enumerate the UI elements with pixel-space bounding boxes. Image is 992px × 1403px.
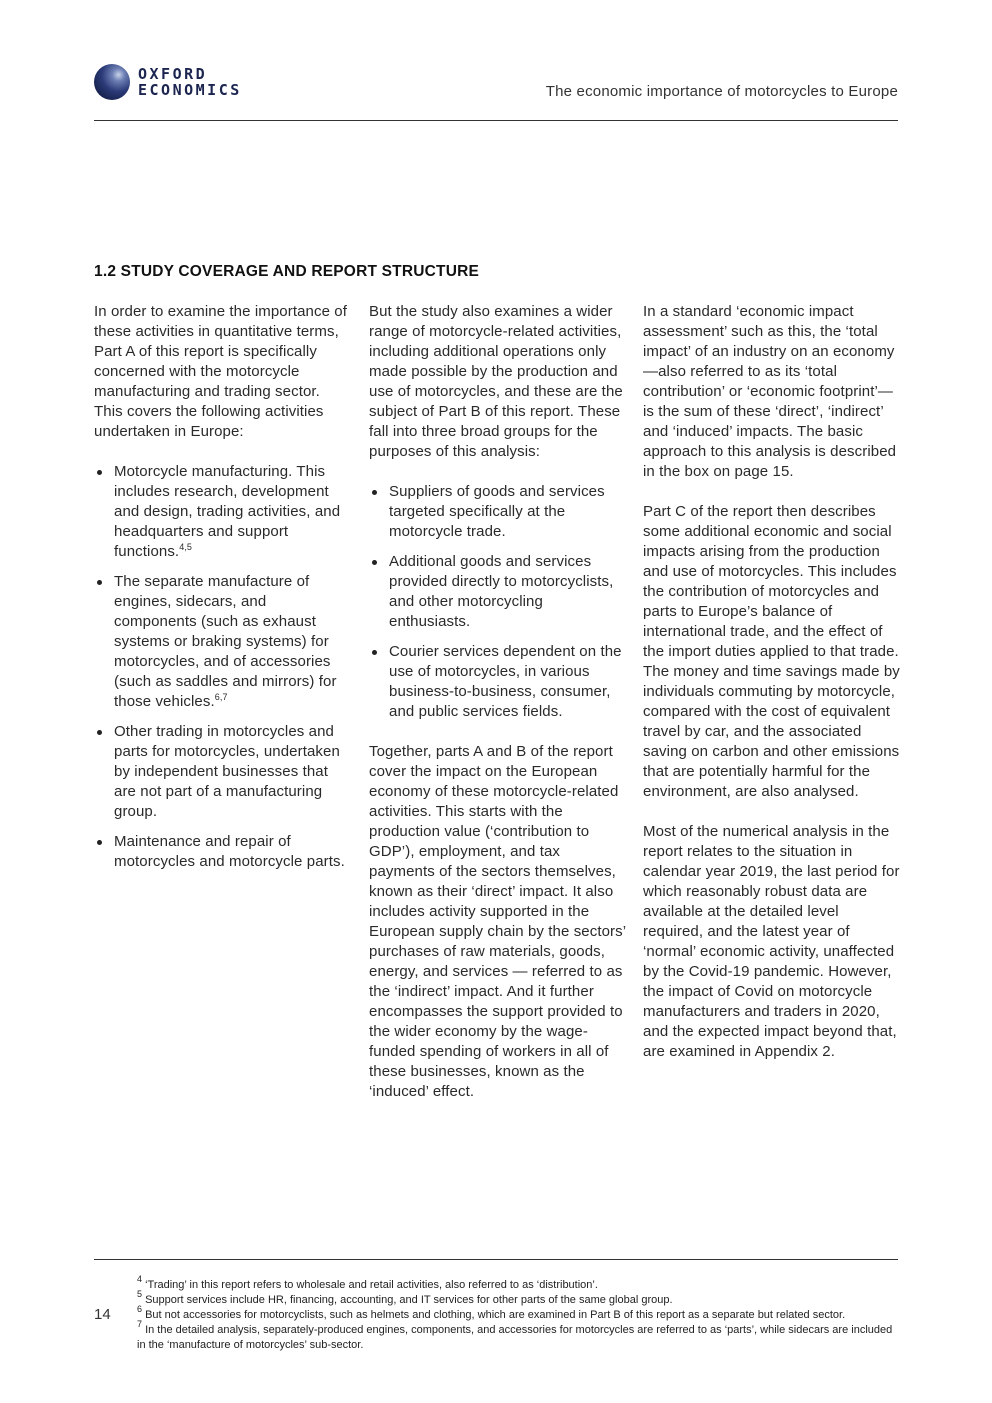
logo-line2: ECONOMICS <box>138 81 242 99</box>
column-2 <box>369 302 627 1122</box>
list-item: Suppliers of goods and services targeted specifically at the motorcycle trade. <box>369 482 627 542</box>
report-title: The economic importance of motorcycles to Europe <box>545 83 898 100</box>
header-divider <box>94 120 898 121</box>
list-item: Maintenance and repair of motorcycles and motorcycle parts. <box>94 832 352 872</box>
column-1 <box>94 302 352 892</box>
col3-paragraph-3: Most of the numerical analysis in the report relates to the situation in calendar year 2019, the last period for which reasonably robust data are available at the detailed level required, and the latest year of ‘normal’ economic activity, unaffected by the Covid-19 pandemic. However, the impact of Covid on motorcycle manufacturers and traders in 2020, and the expected impact beyond that, are examined in Appendix 2. <box>643 823 900 1060</box>
footnote-ref[interactable]: 4,5 <box>179 542 193 552</box>
col3-paragraph-2: Part C of the report then describes some additional economic and social impacts arising from the production and use of motorcycles. This includes the contribution of motorcycles and parts to Europe’s balance of international trade, and the effect of the import duties applied to that trade. The money and time savings made by individuals commuting by motorcycle, compared with the cost of equivalent travel by car, and the associated saving on carbon and other emissions that are potentially harmful for the environment, are also analysed. <box>643 503 900 800</box>
col2-bullet-list <box>369 482 627 722</box>
footnotes <box>137 1274 897 1353</box>
col2-paragraph: Together, parts A and B of the report cover the impact on the European economy of these motorcycle-related activities. This starts with the production value (‘contribution to GDP’), employment, and tax payments of the sectors themselves, known as their ‘direct’ impact. It also includes activity supported in the European supply chain by the sectors’ purchases of raw materials, goods, energy, and services — referred to as the ‘indirect’ impact. And it further encompasses the support provided to the wider economy by the wage-funded spending of workers in all of these businesses, known as the ‘induced’ effect. <box>369 743 626 1100</box>
globe-icon <box>94 64 130 100</box>
list-item: Courier services dependent on the use of motorcycles, in various business-to-business, consumer, and public services fields. <box>369 642 627 722</box>
column-3 <box>643 302 901 1082</box>
page-number: 14 <box>94 1306 111 1323</box>
footnote-divider <box>94 1259 898 1260</box>
logo-line1: OXFORD <box>138 65 208 83</box>
section-heading: 1.2 STUDY COVERAGE AND REPORT STRUCTURE <box>94 263 480 280</box>
footnote: $^6$ But not accessories for motorcyclists, such as helmets and clothing, which are examined in Part B of this report as a separate but related sector. <box>137 1304 846 1321</box>
oxford-economics-logo <box>94 64 242 100</box>
list-item: Other trading in motorcycles and parts for motorcycles, undertaken by independent businesses that are not part of a manufacturing group. <box>94 722 352 822</box>
page-header <box>94 62 898 122</box>
logo-wordmark <box>138 66 242 98</box>
footnote: $^5$ Support services include HR, financing, accounting, and IT services for other parts of the same global group. <box>137 1289 673 1306</box>
col3-paragraph-1: In a standard ‘economic impact assessment’ such as this, the ‘total impact’ of an industry on an economy—also referred to as its ‘total contribution’ or ‘economic footprint’—is the sum of these ‘direct’, ‘indirect’ and ‘induced’ impacts. The basic approach to this analysis is described in the box on page 15. <box>643 303 897 480</box>
list-item: The separate manufacture of engines, sidecars, and components (such as exhaust systems or braking systems) for motorcycles, and of accessories (such as saddles and mirrors) for those vehicles.$^{6,7}$ <box>94 572 352 712</box>
list-item: Motorcycle manufacturing. This includes research, development and design, trading activities, and headquarters and support functions.$^{4,5}$ <box>94 462 352 562</box>
footnote: $^7$ In the detailed analysis, separately-produced engines, components, and accessories for motorcycles are referred to as ‘parts’, while sidecars are included in the ‘manufacture of motorcycles’ sub-sector. <box>137 1319 893 1351</box>
list-item: Additional goods and services provided directly to motorcyclists, and other motorcycling enthusiasts. <box>369 552 627 632</box>
footnote: $^4$ ‘Trading’ in this report refers to wholesale and retail activities, also referred to as ‘distribution’. <box>137 1274 598 1291</box>
col2-intro: But the study also examines a wider range of motorcycle-related activities, including additional operations only made possible by the production and use of motorcycles, and these are the subject of Part B of this report. These fall into three broad groups for the purposes of this analysis: <box>369 303 623 460</box>
col1-bullet-list <box>94 462 352 872</box>
col1-intro: In order to examine the importance of these activities in quantitative terms, Part A of this report is specifically concerned with the motorcycle manufacturing and trading sector. This covers the following activities undertaken in Europe: <box>94 303 348 440</box>
footnote-ref[interactable]: 6,7 <box>214 692 228 702</box>
